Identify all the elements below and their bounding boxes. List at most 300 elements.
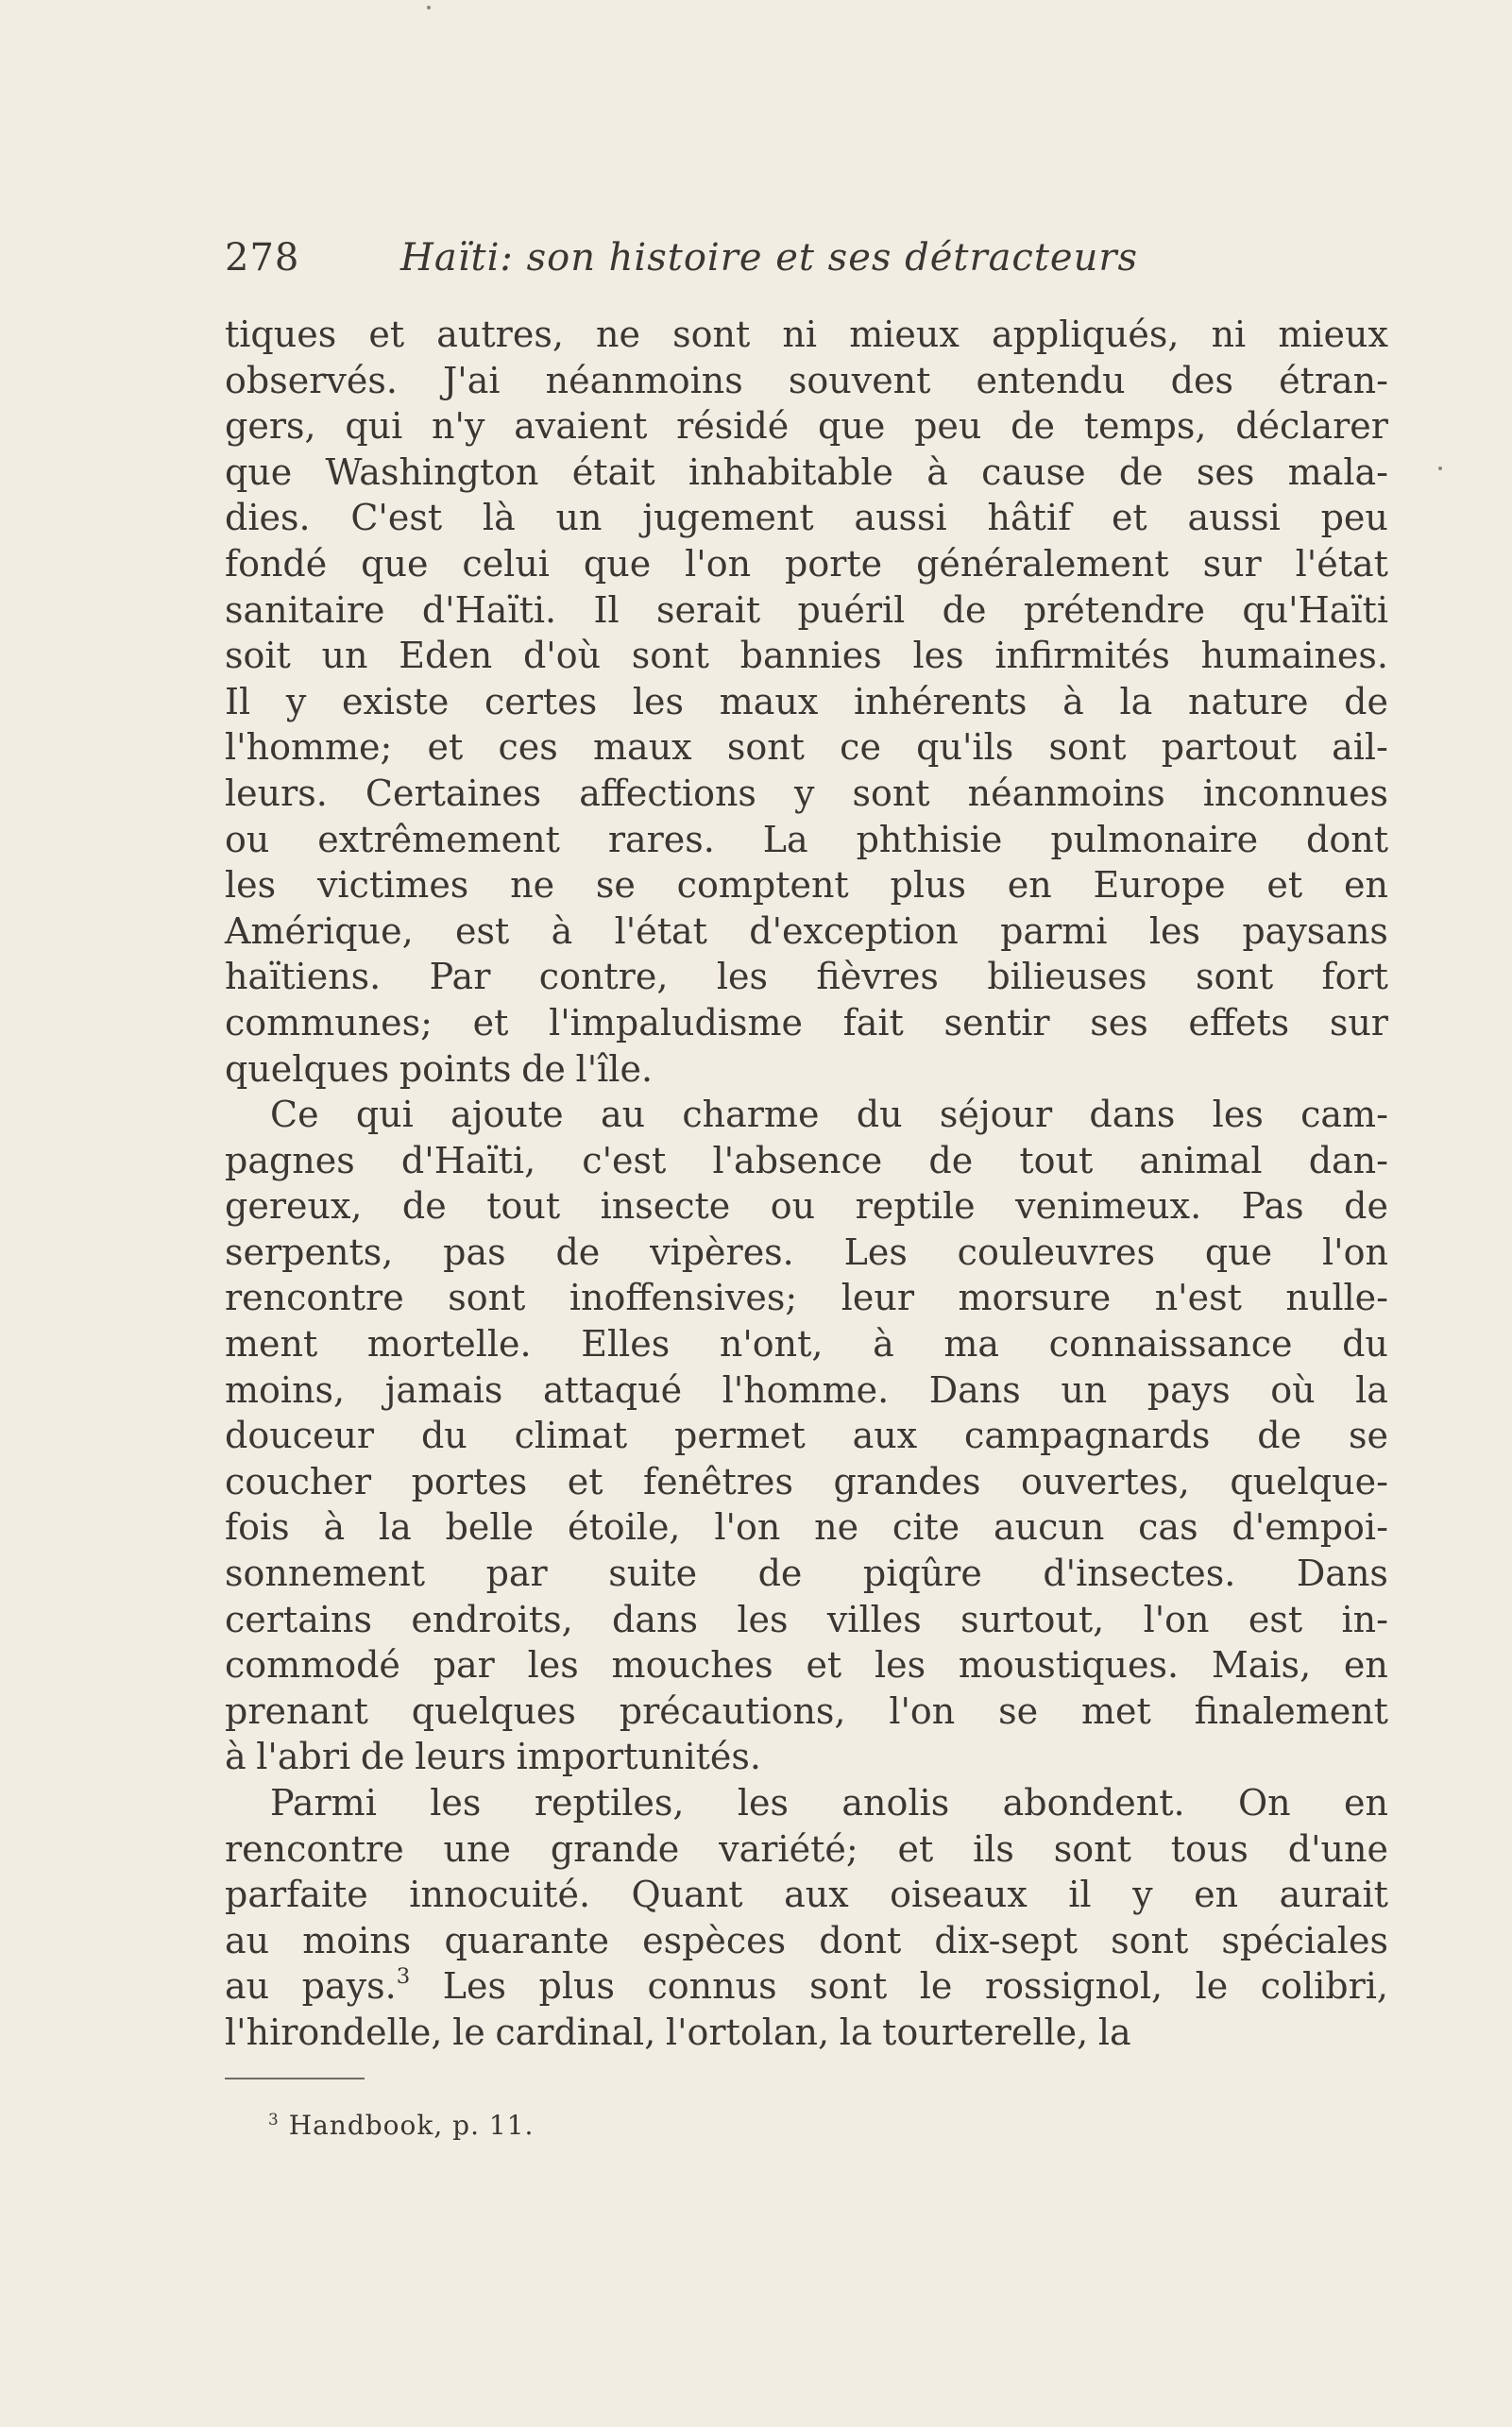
word: de bbox=[1344, 680, 1388, 722]
word: importunités. bbox=[516, 1736, 761, 1778]
word: Il bbox=[225, 680, 251, 722]
word: en bbox=[1007, 864, 1052, 907]
word: d'Haïti. bbox=[421, 588, 557, 631]
word: vipères. bbox=[650, 1230, 794, 1273]
word: une bbox=[443, 1827, 511, 1870]
word: le bbox=[919, 1965, 953, 2008]
word: grande bbox=[550, 1827, 680, 1870]
word: coucher bbox=[225, 1460, 372, 1502]
word: Pas bbox=[1241, 1185, 1304, 1228]
word: l'on bbox=[889, 1689, 956, 1732]
word: les bbox=[1212, 1094, 1264, 1136]
word: insecte bbox=[600, 1185, 731, 1228]
word: qui bbox=[345, 405, 403, 448]
word: victimes bbox=[316, 864, 469, 907]
word: dies. bbox=[225, 497, 311, 539]
text-line bbox=[225, 587, 1388, 634]
word: le bbox=[452, 2011, 485, 2053]
word: sont bbox=[1111, 1919, 1189, 1961]
word: d'empoi- bbox=[1232, 1506, 1388, 1549]
word: au bbox=[225, 1965, 270, 2008]
text-line bbox=[225, 1504, 1388, 1551]
word: Ce bbox=[270, 1094, 319, 1136]
word: ne bbox=[814, 1506, 859, 1549]
word: existe bbox=[341, 680, 450, 722]
word: rares. bbox=[607, 818, 715, 860]
word: et bbox=[1111, 497, 1147, 539]
word: la bbox=[1097, 2011, 1131, 2053]
word: ils bbox=[973, 1827, 1014, 1870]
word: les bbox=[912, 635, 964, 677]
word: animal bbox=[1139, 1139, 1263, 1181]
word: morsure bbox=[958, 1277, 1112, 1319]
text-line bbox=[225, 1275, 1388, 1321]
word: sont bbox=[809, 1965, 888, 2008]
word: contre, bbox=[538, 956, 669, 998]
word: endroits, bbox=[411, 1598, 573, 1640]
word: grandes bbox=[833, 1460, 981, 1502]
footnote-reference: 3 bbox=[396, 1964, 411, 1990]
word: de bbox=[555, 1230, 601, 1273]
word: les bbox=[527, 1644, 579, 1687]
text-line bbox=[225, 312, 1388, 358]
word: Washington bbox=[325, 450, 539, 493]
word: n'y bbox=[432, 405, 485, 448]
word: appliqués, bbox=[991, 314, 1180, 355]
word: la bbox=[839, 2011, 873, 2053]
word: quarante bbox=[444, 1919, 609, 1961]
word: portes bbox=[411, 1460, 528, 1502]
word: mieux bbox=[1278, 314, 1388, 355]
word: campagnards bbox=[964, 1415, 1211, 1457]
word: sanitaire bbox=[225, 588, 385, 631]
word: spéciales bbox=[1221, 1919, 1388, 1961]
word: en bbox=[1343, 1644, 1388, 1687]
word: de bbox=[1118, 450, 1164, 493]
word: jugement bbox=[642, 497, 814, 539]
text-line bbox=[225, 633, 1388, 679]
word: infirmités bbox=[994, 635, 1170, 677]
word: moins bbox=[302, 1919, 412, 1961]
word: douceur bbox=[225, 1415, 375, 1457]
word: pagnes bbox=[225, 1139, 355, 1181]
running-title: Haïti: son histoire et ses détracteurs bbox=[400, 236, 1138, 280]
word: c'est bbox=[582, 1139, 667, 1181]
page-header bbox=[225, 229, 1287, 286]
word: leurs bbox=[415, 1736, 507, 1778]
word: colibri, bbox=[1260, 1965, 1388, 2008]
word: puéril bbox=[797, 588, 906, 631]
word: connaissance bbox=[1048, 1323, 1293, 1366]
word: fenêtres bbox=[643, 1460, 793, 1502]
word: rencontre bbox=[225, 1827, 404, 1870]
word: dan- bbox=[1308, 1139, 1388, 1181]
word: à bbox=[323, 1506, 346, 1549]
word: reptiles, bbox=[534, 1782, 685, 1824]
word: quelque- bbox=[1230, 1460, 1388, 1502]
word: qu'Haïti bbox=[1242, 588, 1388, 631]
word: sont bbox=[631, 635, 709, 677]
text-line bbox=[225, 1138, 1388, 1184]
word: sur bbox=[1329, 1001, 1388, 1044]
word: rossignol, bbox=[984, 1965, 1164, 2008]
word: innocuité. bbox=[409, 1874, 591, 1916]
text-line bbox=[225, 1367, 1388, 1414]
word: du bbox=[420, 1415, 467, 1457]
word: l'abri bbox=[256, 1736, 351, 1778]
word: reptile bbox=[855, 1185, 976, 1228]
word: sont bbox=[1053, 1827, 1131, 1870]
word: un bbox=[555, 497, 603, 539]
word: où bbox=[1270, 1368, 1316, 1411]
word: La bbox=[762, 818, 808, 860]
word: certes bbox=[484, 680, 598, 722]
text-line bbox=[225, 1000, 1388, 1046]
word: partout bbox=[1161, 726, 1297, 769]
word: à bbox=[926, 450, 948, 493]
word: le bbox=[1195, 1965, 1229, 2008]
word: maux bbox=[719, 680, 819, 722]
word: aux bbox=[852, 1415, 918, 1457]
word: peu bbox=[914, 405, 982, 448]
word: ses bbox=[1196, 450, 1255, 493]
word: l'état bbox=[614, 909, 707, 952]
word: de bbox=[1344, 1185, 1388, 1228]
word: C'est bbox=[350, 497, 443, 539]
word: humaines. bbox=[1200, 635, 1388, 677]
word: mieux bbox=[849, 314, 960, 355]
text-line bbox=[225, 450, 1388, 496]
word: tourterelle, bbox=[882, 2011, 1089, 2053]
word: met bbox=[1080, 1689, 1151, 1732]
word: y bbox=[793, 772, 815, 814]
word: n'est bbox=[1154, 1277, 1242, 1319]
word: pays.$^3$ bbox=[301, 1964, 411, 2008]
text-line bbox=[225, 1413, 1388, 1459]
word: l'absence bbox=[712, 1139, 883, 1181]
word: au bbox=[600, 1094, 646, 1136]
word: permet bbox=[674, 1415, 806, 1457]
word: est bbox=[455, 909, 510, 952]
word: ou bbox=[225, 818, 270, 860]
word: sur bbox=[1202, 542, 1262, 585]
word: charme bbox=[682, 1094, 820, 1136]
word: couleuvres bbox=[957, 1230, 1156, 1273]
word: aussi bbox=[854, 497, 947, 539]
word: l'ortolan, bbox=[665, 2011, 830, 2053]
word: un bbox=[1061, 1368, 1108, 1411]
word: déclarer bbox=[1235, 405, 1388, 448]
word: ne bbox=[596, 314, 641, 355]
word: sont bbox=[448, 1277, 526, 1319]
word: l'on bbox=[1143, 1598, 1210, 1640]
word: néanmoins bbox=[967, 772, 1165, 814]
text-line bbox=[225, 1092, 1388, 1138]
page-number: 278 bbox=[225, 236, 300, 280]
word: il bbox=[1068, 1874, 1092, 1916]
word: fondé bbox=[225, 542, 328, 585]
word: parfaite bbox=[225, 1874, 368, 1916]
word: Mais, bbox=[1211, 1644, 1312, 1687]
word: et bbox=[567, 1460, 603, 1502]
word: séjour bbox=[939, 1094, 1053, 1136]
word: à bbox=[225, 1736, 246, 1778]
word: était bbox=[571, 450, 655, 493]
word: Les bbox=[843, 1230, 908, 1273]
word: souvent bbox=[788, 359, 931, 401]
word: serait bbox=[655, 588, 761, 631]
body-text bbox=[225, 312, 1388, 2056]
word: jamais bbox=[384, 1368, 503, 1411]
word: abondent. bbox=[1002, 1782, 1185, 1824]
word: in- bbox=[1341, 1598, 1388, 1640]
word: Europe bbox=[1093, 864, 1226, 907]
word: et bbox=[472, 1001, 509, 1044]
word: néanmoins bbox=[545, 359, 743, 401]
word: effets bbox=[1188, 1001, 1290, 1044]
word: avaient bbox=[514, 405, 648, 448]
word: nature bbox=[1187, 680, 1309, 722]
word: ou bbox=[770, 1185, 816, 1228]
word: ni bbox=[782, 314, 818, 355]
word: pas bbox=[443, 1230, 506, 1273]
text-line bbox=[225, 817, 1388, 863]
word: suite bbox=[608, 1553, 698, 1595]
word: serpents, bbox=[225, 1230, 394, 1273]
word: ce bbox=[840, 726, 881, 769]
word: finalement bbox=[1194, 1689, 1388, 1732]
word: fort bbox=[1321, 956, 1388, 998]
word: prétendre bbox=[1023, 588, 1206, 631]
word: Dans bbox=[928, 1368, 1021, 1411]
word: ces bbox=[498, 726, 558, 769]
word: fait bbox=[842, 1001, 904, 1044]
word: anolis bbox=[841, 1782, 950, 1824]
word: prenant bbox=[225, 1689, 368, 1732]
word: piqûre bbox=[862, 1553, 982, 1595]
text-line bbox=[225, 724, 1388, 771]
word: nulle- bbox=[1285, 1277, 1388, 1319]
footnote-mark: 3 bbox=[268, 2110, 280, 2129]
word: les bbox=[430, 1782, 482, 1824]
word: ni bbox=[1211, 314, 1247, 355]
word: venimeux. bbox=[1015, 1185, 1202, 1228]
word: peu bbox=[1320, 497, 1388, 539]
word: à bbox=[1062, 680, 1084, 722]
text-line bbox=[225, 1963, 1388, 2010]
word: précautions, bbox=[619, 1689, 846, 1732]
word: se bbox=[998, 1689, 1039, 1732]
word: la bbox=[1119, 680, 1153, 722]
word: étoile, bbox=[568, 1506, 681, 1549]
word: d'où bbox=[522, 635, 602, 677]
word: l'on bbox=[685, 542, 752, 585]
word: ses bbox=[1090, 1001, 1148, 1044]
word: y bbox=[285, 680, 307, 722]
word: ma bbox=[943, 1323, 1000, 1366]
word: du bbox=[856, 1094, 903, 1136]
text-line bbox=[225, 541, 1388, 587]
word: que bbox=[1204, 1230, 1273, 1273]
word: généralement bbox=[916, 542, 1169, 585]
word: comptent bbox=[676, 864, 849, 907]
text-line bbox=[225, 1642, 1388, 1689]
word: cas bbox=[1138, 1506, 1198, 1549]
word: qu'ils bbox=[916, 726, 1014, 769]
word: sont bbox=[726, 726, 805, 769]
word: gers, bbox=[225, 405, 316, 448]
word: de bbox=[942, 588, 987, 631]
word: au bbox=[225, 1919, 270, 1961]
word: Quant bbox=[631, 1874, 743, 1916]
word: cam- bbox=[1300, 1094, 1388, 1136]
word: Dans bbox=[1296, 1553, 1388, 1595]
word: attaqué bbox=[542, 1368, 683, 1411]
word: d'exception bbox=[749, 909, 959, 952]
word: en bbox=[1194, 1874, 1239, 1916]
word: sont bbox=[1195, 956, 1274, 998]
word: de bbox=[360, 1736, 405, 1778]
word: hâtif bbox=[987, 497, 1072, 539]
text-line bbox=[225, 954, 1388, 1000]
text-line bbox=[225, 1230, 1388, 1276]
word: d'Haïti, bbox=[400, 1139, 536, 1181]
word: climat bbox=[514, 1415, 628, 1457]
word: quelques bbox=[411, 1689, 576, 1732]
word: l'état bbox=[1295, 542, 1388, 585]
word: leurs. bbox=[225, 772, 328, 814]
text-line bbox=[225, 1551, 1388, 1597]
word: l'homme. bbox=[722, 1368, 890, 1411]
word: connus bbox=[647, 1965, 777, 2008]
text-line bbox=[225, 1597, 1388, 1643]
word: d'une bbox=[1287, 1827, 1388, 1870]
word: plus bbox=[538, 1965, 615, 2008]
word: affections bbox=[579, 772, 756, 814]
word: que bbox=[818, 405, 886, 448]
word: inhabitable bbox=[688, 450, 893, 493]
word: inconnues bbox=[1202, 772, 1388, 814]
word: inoffensives; bbox=[569, 1277, 798, 1319]
word: d'insectes. bbox=[1043, 1553, 1236, 1595]
word: points bbox=[399, 1047, 512, 1090]
text-line bbox=[225, 1780, 1388, 1826]
word: de bbox=[1011, 405, 1055, 448]
text-line bbox=[225, 908, 1388, 955]
word: les bbox=[874, 1644, 926, 1687]
word: dans bbox=[1089, 1094, 1176, 1136]
word: gereux, bbox=[225, 1185, 363, 1228]
word: aux bbox=[784, 1874, 849, 1916]
word: les bbox=[716, 956, 768, 998]
word: Elles bbox=[581, 1323, 671, 1366]
word: cause bbox=[981, 450, 1086, 493]
word: observés. bbox=[225, 359, 398, 401]
word: les bbox=[632, 680, 685, 722]
word: J'ai bbox=[443, 359, 501, 401]
word: la bbox=[378, 1506, 412, 1549]
word: de bbox=[1257, 1415, 1302, 1457]
word: dont bbox=[819, 1919, 902, 1961]
word: commodé bbox=[225, 1644, 400, 1687]
word: tout bbox=[486, 1185, 561, 1228]
text-line bbox=[225, 403, 1388, 450]
text-line bbox=[225, 2010, 1388, 2056]
word: de bbox=[521, 1047, 566, 1090]
word: et bbox=[897, 1827, 934, 1870]
word: cite bbox=[892, 1506, 960, 1549]
word: résidé bbox=[676, 405, 790, 448]
text-line bbox=[225, 679, 1388, 725]
word: certains bbox=[225, 1598, 372, 1640]
word: qui bbox=[355, 1094, 414, 1136]
word: un bbox=[321, 635, 368, 677]
word: Par bbox=[429, 956, 491, 998]
word: ouvertes, bbox=[1021, 1460, 1190, 1502]
word: n'ont, bbox=[719, 1323, 824, 1366]
word: parmi bbox=[1000, 909, 1108, 952]
word: bilieuses bbox=[987, 956, 1147, 998]
word: à bbox=[551, 909, 573, 952]
word: haïtiens. bbox=[225, 956, 382, 998]
footnote-text: Handbook, p. 11. bbox=[288, 2110, 535, 2142]
word: autres, bbox=[436, 314, 564, 355]
word: sont bbox=[672, 314, 751, 355]
word: cardinal, bbox=[495, 2011, 656, 2053]
word: du bbox=[1342, 1323, 1388, 1366]
word: que bbox=[361, 542, 429, 585]
word: l'on bbox=[714, 1506, 781, 1549]
word: se bbox=[1348, 1415, 1388, 1457]
word: variété; bbox=[719, 1827, 858, 1870]
word: est bbox=[1248, 1598, 1303, 1640]
word: Eden bbox=[399, 635, 493, 677]
word: moustiques. bbox=[958, 1644, 1180, 1687]
text-line bbox=[225, 1734, 1388, 1780]
word: l'hirondelle, bbox=[225, 2011, 443, 2053]
word: quelques bbox=[225, 1047, 390, 1090]
text-line bbox=[225, 1459, 1388, 1505]
text-line bbox=[225, 1183, 1388, 1230]
word: tout bbox=[1019, 1139, 1094, 1181]
text-line bbox=[225, 862, 1388, 908]
word: l'on bbox=[1321, 1230, 1388, 1273]
word: mouches bbox=[611, 1644, 773, 1687]
word: aussi bbox=[1187, 497, 1281, 539]
word: pays bbox=[1147, 1368, 1231, 1411]
word: phthisie bbox=[856, 818, 1003, 860]
word: belle bbox=[445, 1506, 535, 1549]
word: sont bbox=[852, 772, 930, 814]
word: sonnement bbox=[225, 1553, 426, 1595]
word: et bbox=[806, 1644, 842, 1687]
word: sentir bbox=[943, 1001, 1050, 1044]
text-line bbox=[225, 771, 1388, 817]
word: aurait bbox=[1279, 1874, 1388, 1916]
word: Les bbox=[442, 1965, 506, 2008]
word: l'île. bbox=[575, 1047, 654, 1090]
word: paysans bbox=[1242, 909, 1388, 952]
text-line bbox=[225, 1872, 1388, 1918]
word: pulmonaire bbox=[1050, 818, 1259, 860]
footnote bbox=[268, 2096, 534, 2148]
word: et bbox=[368, 314, 405, 355]
word: entendu bbox=[976, 359, 1126, 401]
word: inhérents bbox=[853, 680, 1028, 722]
word: étran- bbox=[1279, 359, 1388, 401]
word: des bbox=[1170, 359, 1233, 401]
text-line bbox=[225, 358, 1388, 404]
